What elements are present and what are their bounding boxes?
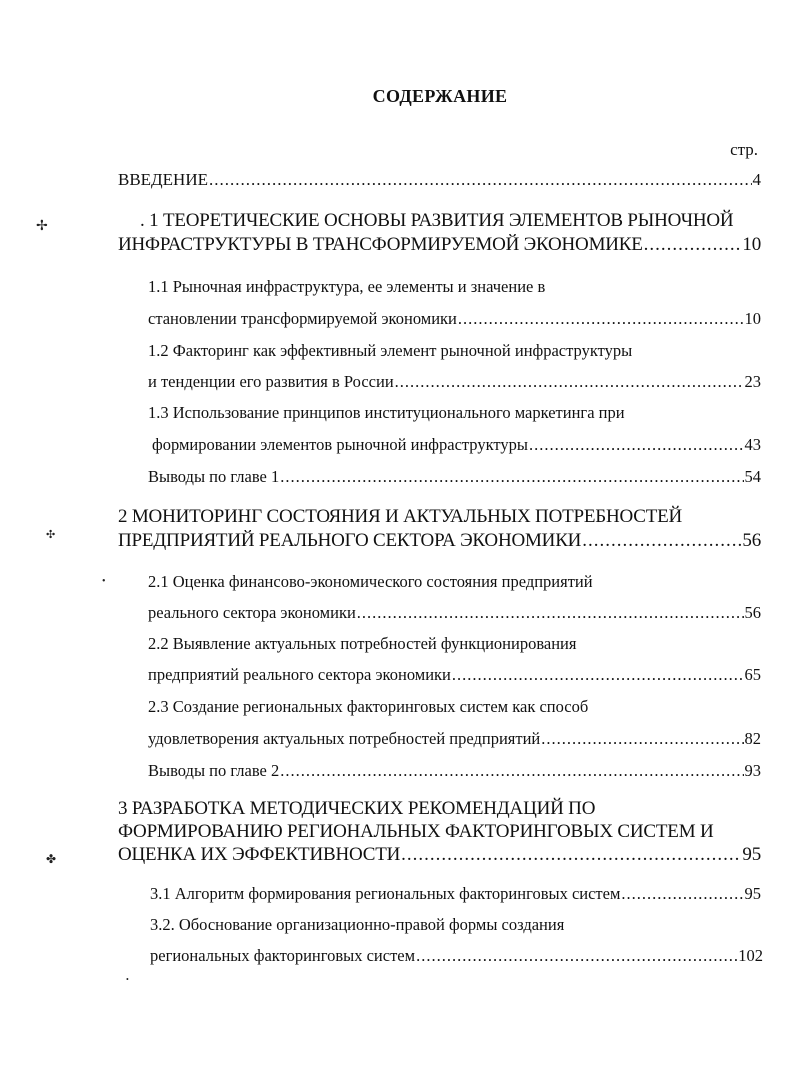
leader-dots — [280, 467, 743, 487]
toc-page-number: 4 — [752, 170, 761, 189]
toc-entry-text: формировании элементов рыночной инфраструктуры — [152, 435, 528, 454]
leader-dots — [395, 372, 744, 392]
toc-entry-text: ВВЕДЕНИЕ — [118, 170, 208, 189]
toc-page-number: 56 — [742, 530, 761, 551]
toc-entry-section-2-2[interactable] — [148, 665, 761, 685]
section-1-1-line1: 1.1 Рыночная инфраструктура, ее элементы и значение в — [148, 277, 546, 296]
page-column-label: стр. — [730, 140, 758, 159]
section-2-1-line1: 2.1 Оценка финансово-экономического состояния предприятий — [148, 572, 593, 591]
toc-page-number: 10 — [744, 309, 761, 328]
scan-dot: • — [102, 576, 106, 587]
section-1-3-line1: 1.3 Использование принципов институционального маркетинга при — [148, 403, 625, 422]
toc-entry-text: реального сектора экономики — [148, 603, 356, 622]
toc-entry-text: ПРЕДПРИЯТИЙ РЕАЛЬНОГО СЕКТОРА ЭКОНОМИКИ — [118, 530, 582, 551]
toc-entry-section-3-1[interactable] — [150, 884, 761, 904]
section-1-2-line1: 1.2 Факторинг как эффективный элемент рыночной инфраструктуры — [148, 341, 633, 360]
toc-page-number: 56 — [744, 603, 761, 622]
toc-entry-chapter-1[interactable] — [118, 234, 761, 256]
leader-dots — [458, 309, 744, 329]
toc-entry-text: становлении трансформируемой экономики — [148, 309, 457, 328]
leader-dots — [644, 234, 742, 256]
toc-page-number: 65 — [744, 665, 761, 684]
toc-entry-conclusion-1[interactable] — [148, 467, 761, 487]
leader-dots — [416, 946, 737, 966]
section-2-3-line1: 2.3 Создание региональных факторинговых систем как способ — [148, 697, 589, 716]
chapter-1-heading-line1: . 1 ТЕОРЕТИЧЕСКИЕ ОСНОВЫ РАЗВИТИЯ ЭЛЕМЕНТОВ РЫНОЧНОЙ — [140, 210, 734, 231]
toc-entry-text: Выводы по главе 1 — [148, 467, 280, 486]
chapter-3-heading-line2: ФОРМИРОВАНИЮ РЕГИОНАЛЬНЫХ ФАКТОРИНГОВЫХ СИСТЕМ И — [118, 821, 714, 842]
section-2-2-line1: 2.2 Выявление актуальных потребностей функционирования — [148, 634, 577, 653]
toc-entry-text: и тенденции его развития в России — [148, 372, 394, 391]
scan-dot: • — [126, 975, 129, 984]
toc-page-number: 95 — [744, 884, 761, 903]
margin-mark: ✤ — [46, 852, 57, 866]
margin-mark: ✢ — [36, 219, 48, 234]
toc-entry-text: ОЦЕНКА ИХ ЭФФЕКТИВНОСТИ — [118, 844, 401, 865]
toc-page-number: 95 — [742, 844, 761, 865]
leader-dots — [401, 844, 741, 866]
section-3-2-line1: 3.2. Обоснование организационно-правой формы создания — [150, 915, 565, 934]
leader-dots — [541, 729, 743, 749]
leader-dots — [209, 170, 752, 190]
toc-entry-section-1-3[interactable] — [152, 435, 761, 455]
chapter-2-heading-line1: 2 МОНИТОРИНГ СОСТОЯНИЯ И АКТУАЛЬНЫХ ПОТРЕБНОСТЕЙ — [118, 506, 683, 527]
leader-dots — [529, 435, 744, 455]
toc-page-number: 43 — [744, 435, 761, 454]
toc-entry-section-1-2[interactable] — [148, 372, 761, 392]
toc-entry-text: Выводы по главе 2 — [148, 761, 280, 780]
toc-entry-chapter-3[interactable] — [118, 844, 761, 866]
toc-entry-text: предприятий реального сектора экономики — [148, 665, 451, 684]
margin-mark: ✣ — [46, 529, 56, 541]
toc-entry-section-1-1[interactable] — [148, 309, 761, 329]
toc-entry-section-3-2[interactable] — [150, 946, 763, 966]
toc-page-number: 102 — [738, 946, 763, 965]
toc-entry-text: удовлетворения актуальных потребностей предприятий — [148, 729, 541, 748]
leader-dots — [357, 603, 744, 623]
leader-dots — [452, 665, 744, 685]
toc-page-number: 54 — [744, 467, 761, 486]
toc-entry-intro[interactable] — [118, 170, 761, 190]
toc-entry-conclusion-2[interactable] — [148, 761, 761, 781]
toc-page-number: 10 — [742, 234, 761, 255]
toc-entry-text: 3.1 Алгоритм формирования региональных факторинговых систем — [150, 884, 621, 903]
toc-page-number: 82 — [744, 729, 761, 748]
chapter-3-heading-line1: 3 РАЗРАБОТКА МЕТОДИЧЕСКИХ РЕКОМЕНДАЦИЙ ПО — [118, 798, 596, 819]
toc-page-number: 23 — [744, 372, 761, 391]
leader-dots — [582, 530, 741, 552]
leader-dots — [280, 761, 743, 781]
toc-entry-section-2-1[interactable] — [148, 603, 761, 623]
toc-entry-chapter-2[interactable] — [118, 530, 761, 552]
toc-entry-section-2-3[interactable] — [148, 729, 761, 749]
toc-page-number: 93 — [744, 761, 761, 780]
page-title: СОДЕРЖАНИЕ — [372, 86, 508, 106]
toc-entry-text: региональных факторинговых систем — [150, 946, 416, 965]
toc-entry-text: ИНФРАСТРУКТУРЫ В ТРАНСФОРМИРУЕМОЙ ЭКОНОМИКЕ — [118, 234, 643, 255]
leader-dots — [621, 884, 743, 904]
